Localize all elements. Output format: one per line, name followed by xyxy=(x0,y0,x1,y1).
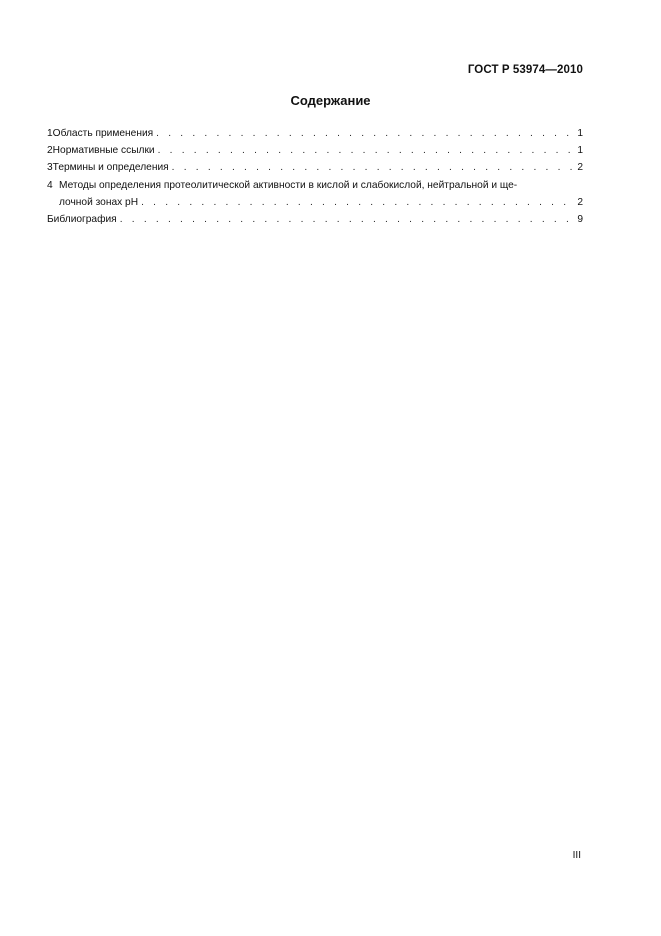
toc-entry-label-line2: лочной зонах pH xyxy=(59,196,139,208)
toc-entry-label: Библиография xyxy=(47,214,117,226)
toc-leader-dots xyxy=(120,211,575,228)
toc-entry-page: 1 xyxy=(577,145,583,157)
toc-entry-label: Термины и определения xyxy=(52,162,169,174)
toc-entry-number: 3 xyxy=(47,162,53,174)
toc-leader-dots xyxy=(172,159,575,176)
document-code: ГОСТ Р 53974—2010 xyxy=(467,64,583,76)
toc-leader-dots xyxy=(141,194,574,211)
toc-entry-number: 1 xyxy=(47,128,53,139)
toc-entry-normative-references[interactable] xyxy=(47,142,583,159)
toc-entry-methods[interactable] xyxy=(47,177,583,211)
toc-title: Содержание xyxy=(290,93,371,108)
toc-entry-number: 4 xyxy=(47,179,53,191)
toc-entry-label: Нормативные ссылки xyxy=(52,145,155,157)
toc-entry-page: 9 xyxy=(577,214,583,226)
toc-entry-page: 2 xyxy=(577,162,583,174)
toc-entry-page: 1 xyxy=(577,128,583,139)
toc-leader-dots xyxy=(158,142,575,159)
toc-entry-label-line1: Методы определения протеолитической активности в кислой и слабокислой, нейтральной и ще- xyxy=(59,179,518,191)
table-of-contents xyxy=(47,125,583,228)
page-number: III xyxy=(572,850,581,861)
toc-leader-dots xyxy=(156,125,574,142)
toc-entry-scope[interactable] xyxy=(47,125,583,142)
toc-entry-label: Область применения xyxy=(52,128,154,139)
toc-entry-terms-definitions[interactable] xyxy=(47,159,583,176)
toc-entry-number: 2 xyxy=(47,145,53,157)
toc-entry-page: 2 xyxy=(577,196,583,208)
toc-entry-bibliography[interactable] xyxy=(47,211,583,228)
